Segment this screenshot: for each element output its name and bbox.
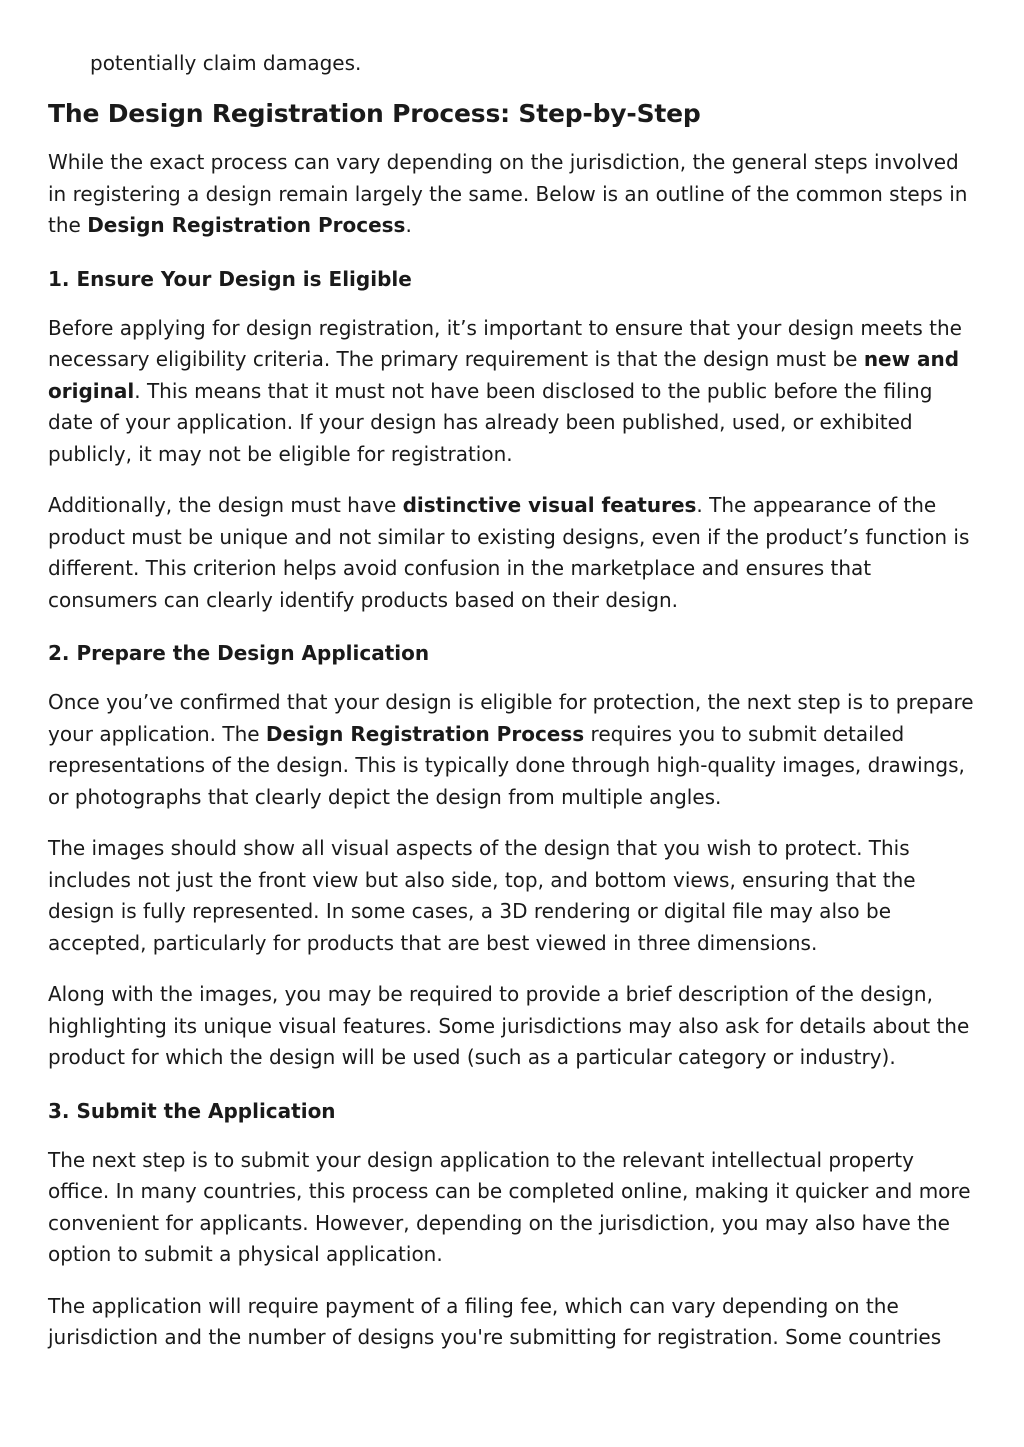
step-1-p1-bold: new and original bbox=[48, 347, 960, 403]
intro-bold-1: Design Registration Process bbox=[87, 213, 406, 237]
step-1-p2-text-1: Additionally, the design must have bbox=[48, 493, 403, 517]
step-2-p1-bold: Design Registration Process bbox=[265, 721, 585, 746]
step-1-paragraph-2 bbox=[48, 490, 976, 616]
continued-paragraph: potentially claim damages. bbox=[90, 51, 362, 75]
step-1-p1-text-2: . This means that it must not have been disclosed to the public before the filing date of your application. If your design has already been published, used, or exhibited publicly, it may not be eligible for registration. bbox=[48, 378, 933, 466]
step-2-p1-text-1: Once you’ve confirmed that your design is eligible for protection, the next step is to prepare your application. The bbox=[48, 690, 974, 746]
step-1-paragraph-1 bbox=[48, 313, 976, 471]
section-heading: The Design Registration Process: Step-by-Step bbox=[48, 99, 701, 128]
intro-text-1: While the exact process can vary depending on the jurisdiction, the general steps involved in registering a design remain largely the same. Below is an outline of the common steps in the bbox=[48, 150, 968, 237]
step-2-paragraph-2: The images should show all visual aspects of the design that you wish to protect. This includes not just the front view but also side, top, and bottom views, ensuring that the design is fully represented. In some cases, a 3D rendering or digital file may also be accepted, particularly for products that are best viewed in three dimensions. bbox=[48, 836, 916, 955]
step-2-heading: 2. Prepare the Design Application bbox=[48, 641, 430, 665]
step-3-paragraph-1: The next step is to submit your design application to the relevant intellectual property office. In many countries, this process can be completed online, making it quicker and more convenient for applicants. However, depending on the jurisdiction, you may also have the option to submit a physical application. bbox=[48, 1147, 971, 1266]
step-3-paragraph-2: The application will require payment of a filing fee, which can vary depending on the jurisdiction and the number of designs you're submitting for registration. Some countries bbox=[48, 1293, 942, 1349]
step-1-p2-text-2: . The appearance of the product must be unique and not similar to existing designs, even if the product’s function is different. This criterion helps avoid confusion in the marketplace and ensures that consumers can clearly identify products based on their design. bbox=[48, 493, 970, 612]
intro-paragraph bbox=[48, 147, 976, 242]
step-1-p1-text-1: Before applying for design registration, it’s important to ensure that your design meets the necessary eligibility criteria. The primary requirement is that the design must be bbox=[48, 315, 962, 371]
step-2-paragraph-3: Along with the images, you may be required to provide a brief description of the design, highlighting its unique visual features. Some jurisdictions may also ask for details about the product for which the design will be used (such as a particular category or industry). bbox=[48, 982, 970, 1069]
step-2-p1-text-2: requires you to submit detailed representations of the design. This is typically done through high-quality images, drawings, or photographs that clearly depict the design from multiple angles. bbox=[48, 721, 965, 809]
step-1-heading: 1. Ensure Your Design is Eligible bbox=[48, 266, 412, 291]
step-1-p2-bold: distinctive visual features bbox=[402, 493, 697, 517]
step-3-heading: 3. Submit the Application bbox=[48, 1098, 336, 1123]
intro-text-2: . bbox=[405, 213, 412, 237]
step-2-paragraph-1 bbox=[48, 687, 976, 813]
